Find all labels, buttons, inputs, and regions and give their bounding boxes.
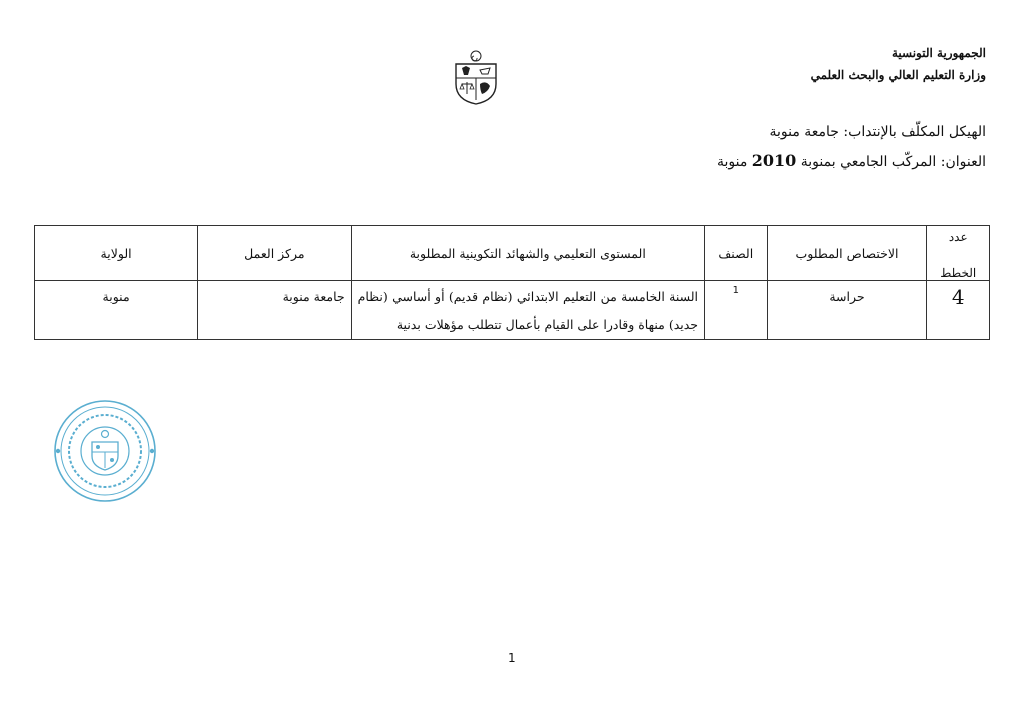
entity-value: جامعة منوبة <box>769 124 839 140</box>
address-label: العنوان: <box>940 154 986 170</box>
entity-label: الهيكل المكلّف بالإنتداب: <box>843 124 986 140</box>
page-number: 1 <box>508 651 516 665</box>
cell-grade: 1 <box>705 281 768 340</box>
cell-count: 4 <box>927 281 990 340</box>
address-text: المركّب الجامعي بمنوبة <box>800 154 937 170</box>
header-specialty: الاختصاص المطلوب <box>767 226 927 281</box>
recruiting-entity <box>769 124 986 140</box>
header-governorate: الولاية <box>35 226 198 281</box>
table-header-row <box>35 226 990 281</box>
header-grade: الصنف <box>705 226 768 281</box>
header-level: المستوى التعليمي والشهائد التكوينية المطلوبة <box>351 226 704 281</box>
postcode: 2010 <box>751 151 797 170</box>
header-count-line1: عدد <box>948 230 968 244</box>
address-city: منوبة <box>716 154 748 170</box>
official-stamp-icon <box>52 398 158 504</box>
ministry-title: وزارة التعليم العالي والبحث العلمي <box>810 68 986 82</box>
header-count-line2: الخطط <box>940 266 977 280</box>
address <box>717 151 986 170</box>
positions-table <box>34 225 990 340</box>
cell-level: السنة الخامسة من التعليم الابتدائي (نظام قديم) أو أساسي (نظام جديد) منهاة وقادرا على القيام بأعمال تتطلب مؤهلات بدنية <box>351 281 704 340</box>
cell-governorate: منوبة <box>35 281 198 340</box>
header-workplace: مركز العمل <box>198 226 351 281</box>
cell-specialty: حراسة <box>767 281 927 340</box>
tunisia-coat-of-arms-icon <box>452 50 500 106</box>
cell-workplace: جامعة منوبة <box>198 281 351 340</box>
table-row <box>35 281 990 340</box>
header-count <box>927 226 990 281</box>
republic-title: الجمهورية التونسية <box>891 46 986 60</box>
